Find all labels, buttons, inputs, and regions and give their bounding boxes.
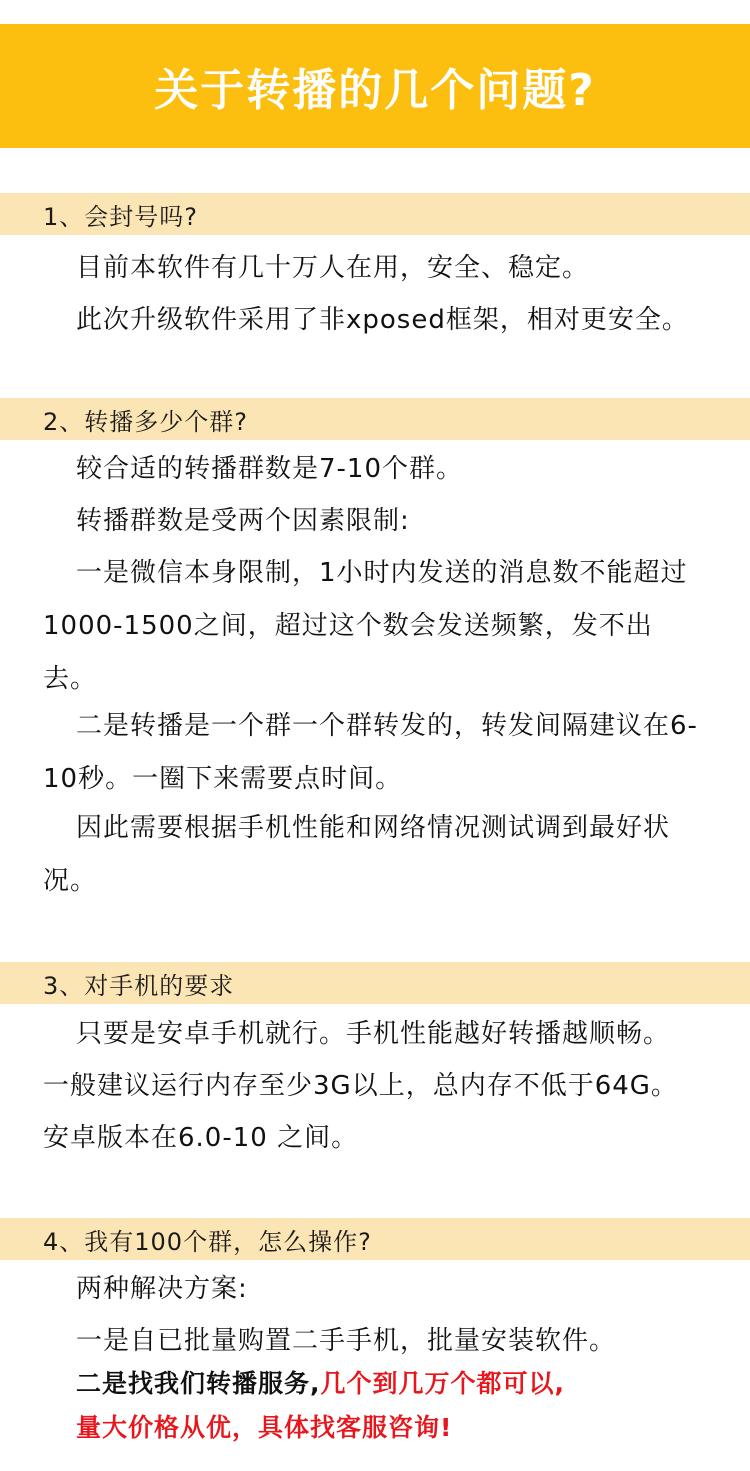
section-heading-bar — [0, 398, 750, 440]
title-banner — [0, 24, 750, 148]
section-heading-bar — [0, 962, 750, 1004]
paragraph: 一是微信本身限制，1小时内发送的消息数不能超过1000-1500之间，超过这个数会发送频繁，发不出去。 — [43, 558, 688, 694]
paragraph: 转播群数是受两个因素限制: — [76, 506, 410, 536]
section-heading-bar — [0, 193, 750, 235]
paragraph: 目前本软件有几十万人在用，安全、稳定。 — [76, 253, 590, 283]
section-heading: 2、转播多少个群? — [43, 407, 249, 436]
paragraph: 安卓版本在6.0-10 之间。 — [43, 1123, 359, 1153]
highlight-paragraph — [43, 1362, 733, 1406]
page-title: 关于转播的几个问题? — [154, 65, 596, 116]
paragraph: 只要是安卓手机就行。手机性能越好转播越顺畅。 — [76, 1019, 671, 1049]
highlight-red-text: 几个到几万个都可以, — [320, 1369, 565, 1398]
paragraph: 两种解决方案: — [76, 1274, 248, 1304]
paragraph: 较合适的转播群数是7-10个群。 — [76, 454, 464, 484]
section-heading: 3、对手机的要求 — [43, 971, 235, 1000]
paragraph: 一般建议运行内存至少3G以上，总内存不低于64G。 — [43, 1071, 678, 1101]
section-heading-bar — [0, 1218, 750, 1260]
section-heading: 4、我有100个群，怎么操作? — [43, 1227, 372, 1256]
highlight-red-line: 量大价格从优，具体找客服咨询! — [76, 1413, 453, 1442]
paragraph: 因此需要根据手机性能和网络情况测试调到最好状况。 — [43, 813, 671, 896]
paragraph: 此次升级软件采用了非xposed框架，相对更安全。 — [76, 305, 689, 335]
highlight-lead: 二是找我们转播服务, — [76, 1369, 321, 1398]
section-heading: 1、会封号吗? — [43, 202, 199, 231]
paragraph: 一是自已批量购置二手手机，批量安装软件。 — [76, 1326, 617, 1356]
paragraph: 二是转播是一个群一个群转发的，转发间隔建议在6-10秒。一圈下来需要点时间。 — [43, 711, 698, 794]
